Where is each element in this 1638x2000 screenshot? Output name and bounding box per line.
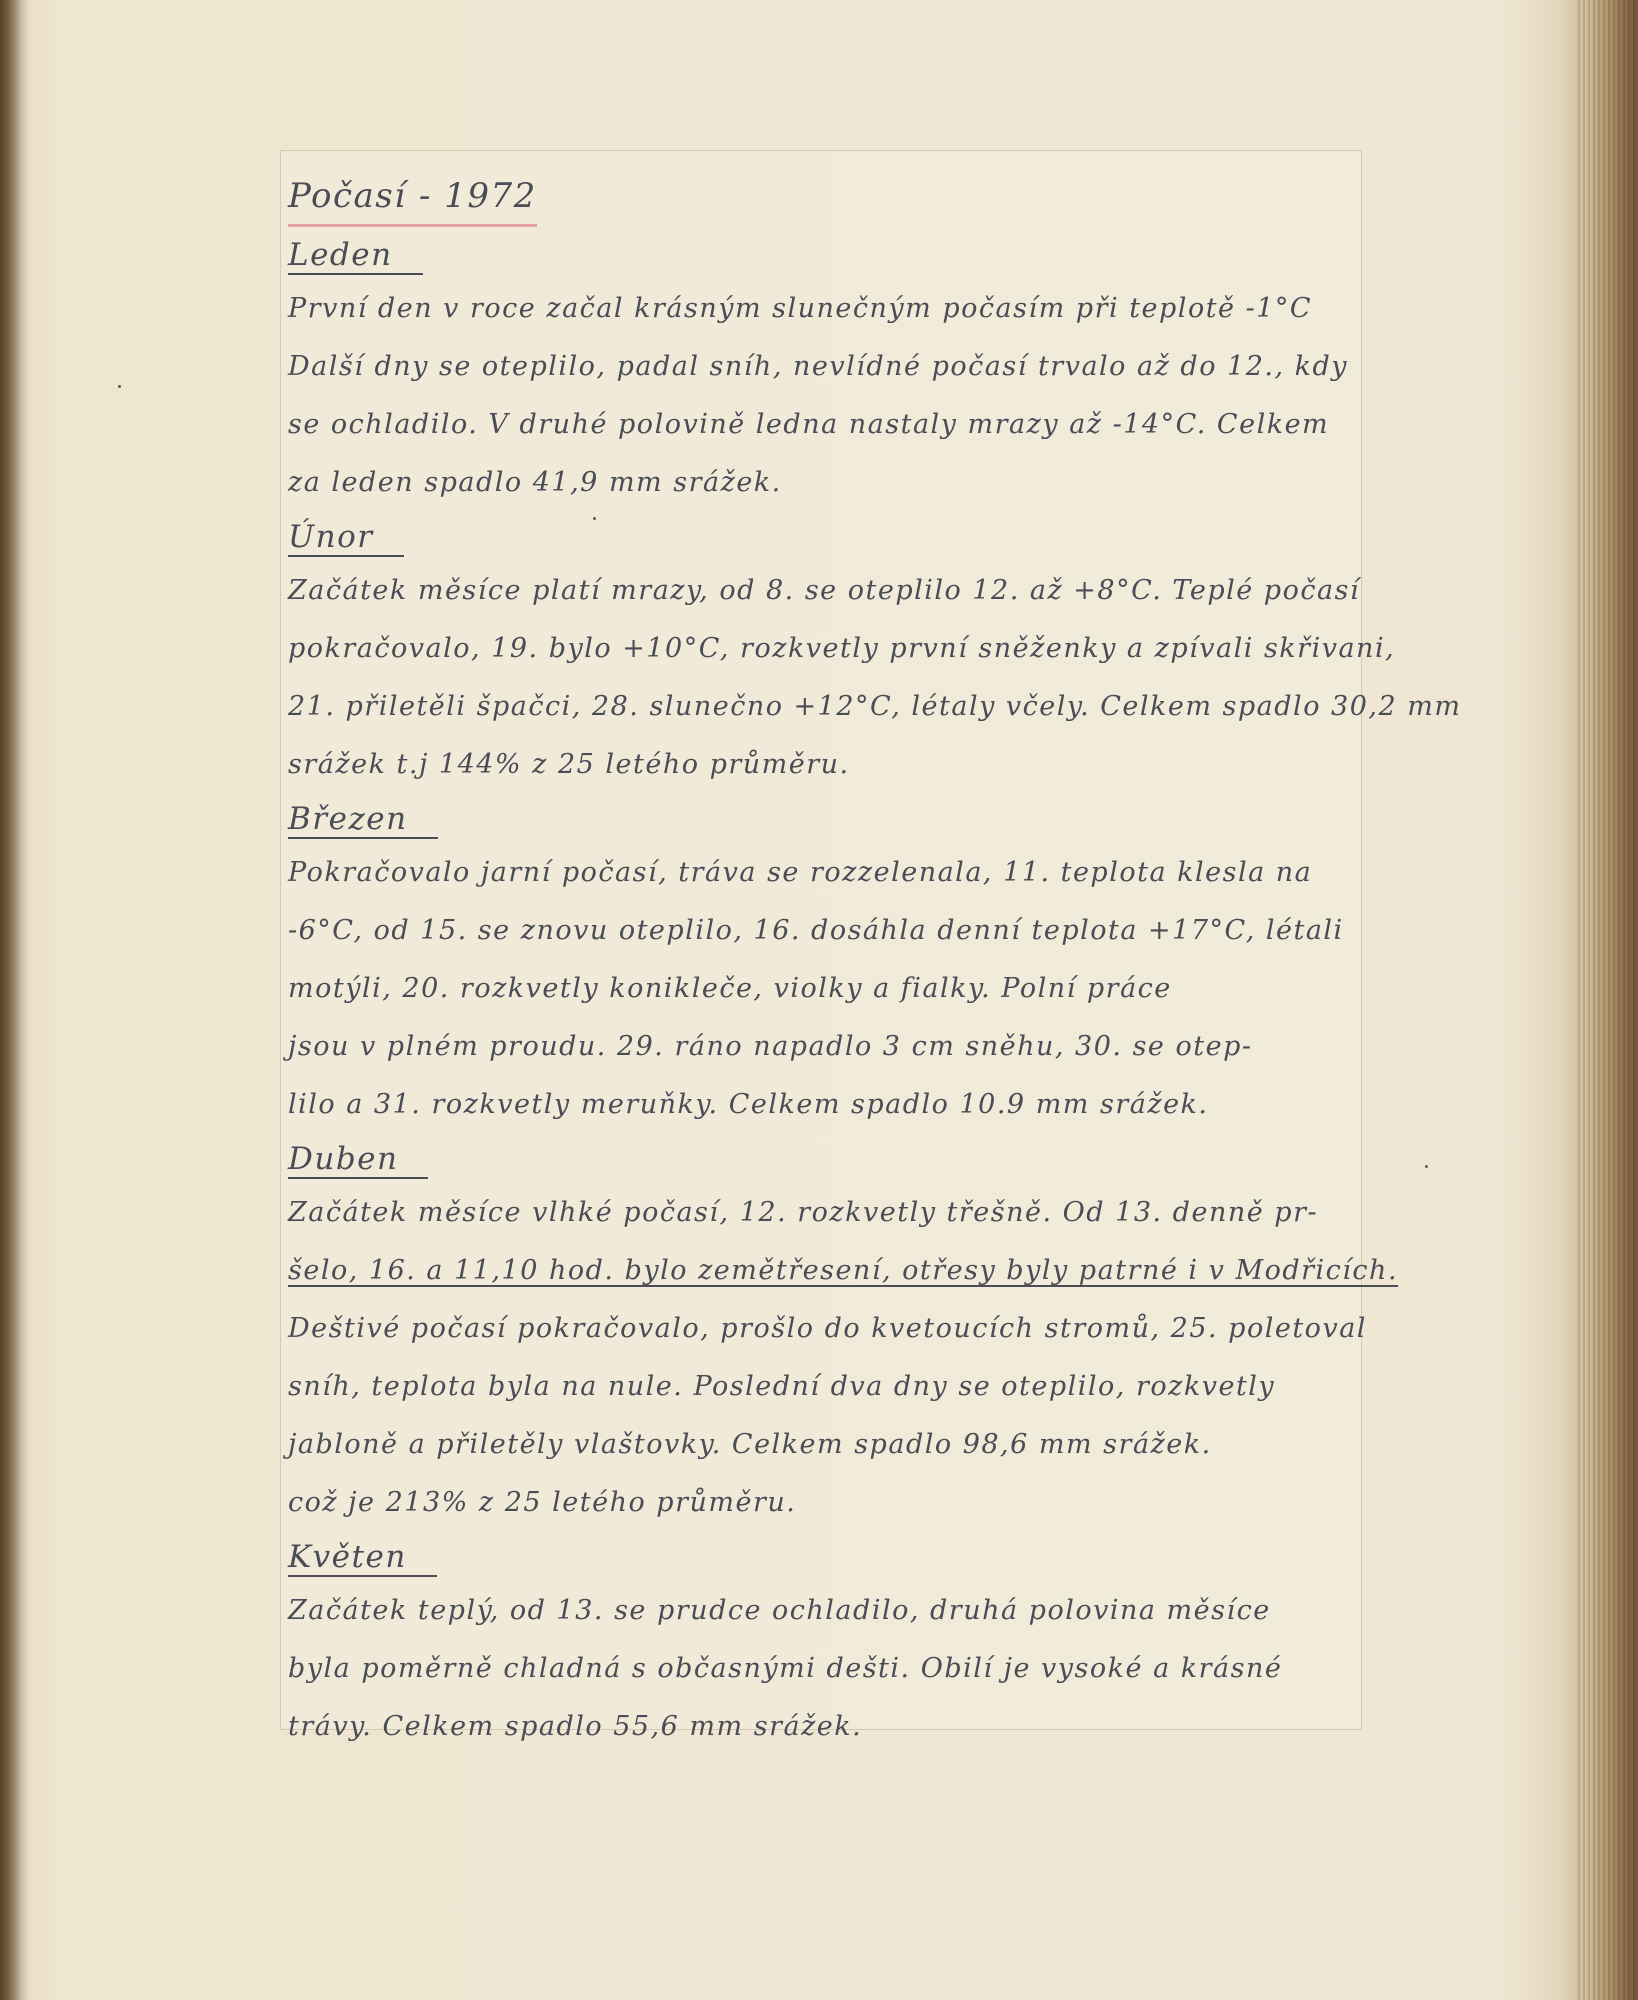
text-line: se ochladilo. V druhé polovině ledna nastaly mrazy až -14°C. Celkem — [288, 409, 1330, 440]
text-line: Začátek měsíce platí mrazy, od 8. se oteplilo 12. až +8°C. Teplé počasí — [288, 575, 1361, 606]
paper-speck — [118, 385, 121, 388]
text-line: což je 213% z 25 letého průměru. — [288, 1487, 797, 1518]
text-line: jabloně a přiletěly vlaštovky. Celkem spadlo 98,6 mm srážek. — [288, 1429, 1212, 1460]
text-line: jsou v plném proudu. 29. ráno napadlo 3 cm sněhu, 30. se otep- — [288, 1031, 1253, 1062]
handwritten-text — [288, 170, 1588, 1756]
text-line: -6°C, od 15. se znovu oteplilo, 16. dosáhla denní teplota +17°C, létali — [288, 915, 1344, 946]
text-line: byla poměrně chladná s občasnými dešti. Obilí je vysoké a krásné — [288, 1653, 1283, 1684]
text-line: pokračovalo, 19. bylo +10°C, rozkvetly první sněženky a zpívali skřivani, — [288, 633, 1396, 664]
text-line: sníh, teplota byla na nule. Poslední dva dny se oteplilo, rozkvetly — [288, 1371, 1276, 1402]
text-line: Začátek měsíce vlhké počasí, 12. rozkvetly třešně. Od 13. denně pr- — [288, 1197, 1319, 1228]
month-heading-brezen: Březen — [288, 794, 1588, 844]
text-line: za leden spadlo 41,9 mm srážek. — [288, 467, 782, 498]
text-line: Další dny se oteplilo, padal sníh, nevlídné počasí trvalo až do 12., kdy — [288, 351, 1349, 382]
text-line: trávy. Celkem spadlo 55,6 mm srážek. — [288, 1711, 863, 1742]
text-line-underlined: šelo, 16. a 11,10 hod. bylo zemětřesení, otřesy byly patrné i v Modřicích. — [288, 1255, 1399, 1286]
text-line: Pokračovalo jarní počasí, tráva se rozzelenala, 11. teplota klesla na — [288, 857, 1313, 888]
binding-shadow — [0, 0, 30, 2000]
text-line: motýli, 20. rozkvetly konikleče, violky a fialky. Polní práce — [288, 973, 1172, 1004]
text-line: 21. přiletěli špačci, 28. slunečno +12°C, létaly včely. Celkem spadlo 30,2 mm — [288, 691, 1462, 722]
text-line: Začátek teplý, od 13. se prudce ochladilo, druhá polovina měsíce — [288, 1595, 1271, 1626]
text-line: lilo a 31. rozkvetly meruňky. Celkem spadlo 10.9 mm srážek. — [288, 1089, 1209, 1120]
page-title: Počasí - 1972 — [288, 170, 537, 227]
text-line: Deštivé počasí pokračovalo, prošlo do kvetoucích stromů, 25. poletoval — [288, 1313, 1367, 1344]
month-heading-unor: Únor — [288, 512, 1588, 562]
month-heading-duben: Duben — [288, 1134, 1588, 1184]
text-line: srážek t.j 144% z 25 letého průměru. — [288, 749, 850, 780]
month-heading-leden: Leden — [288, 230, 1588, 280]
text-line: První den v roce začal krásným slunečným počasím při teplotě -1°C — [288, 293, 1313, 324]
month-heading-kveten: Květen — [288, 1532, 1588, 1582]
